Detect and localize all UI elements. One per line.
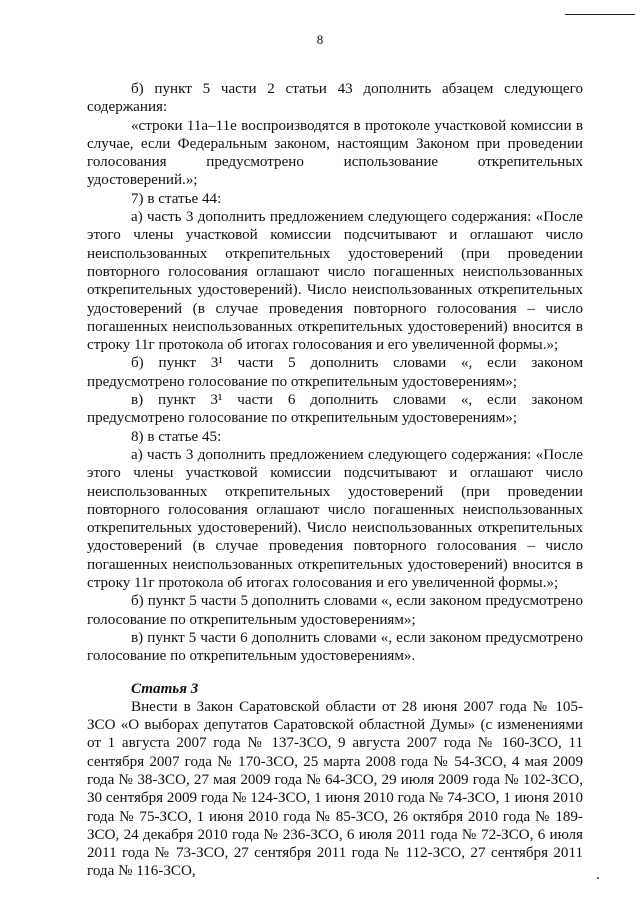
top-edge-rule [565,14,635,15]
article-3-heading: Статья 3 [131,680,199,697]
paragraph-b-article45-part5: б) пункт 5 части 5 дополнить словами «, если законом предусмотрено голосование по открепительным удостоверениям»; [87,593,583,628]
paragraph-a-article45-part3: а) часть 3 дополнить предложением следующего содержания: «После этого члены участковой комиссии подсчитывают и оглашают число неиспользованных открепительных удостоверений (при проведении повторного голосования оглашают число погашенных неиспользованных открепительных удостоверений). Число неиспользованных открепительных удостоверений (в случае проведения повторного голосования – число погашенных неиспользованных открепительных удостоверений) вносится в строку 11г протокола об итогах голосования и его увеличенной формы.»; [87,446,583,592]
paragraph-b-article44-part5: б) пункт 3¹ части 5 дополнить словами «, если законом предусмотрено голосование по открепительным удостоверениям»; [87,355,583,390]
paragraph-v-article45-part6: в) пункт 5 части 6 дополнить словами «, если законом предусмотрено голосование по открепительным удостоверениям». [87,629,583,665]
page-number: 8 [316,32,324,47]
paragraph-article3-body: Внести в Закон Саратовской области от 28 июня 2007 года № 105-ЗСО «О выборах депутатов Саратовской областной Думы» (с изменениями от 1 августа 2007 года № 137-ЗСО, 9 августа 2007 года № 160-ЗСО, 11 сентября 2007 года № 170-ЗСО, 25 марта 2008 года № 54-ЗСО, 4 мая 2009 года № 38-ЗСО, 27 мая 2009 года № 64-ЗСО, 29 июля 2009 года № 102-ЗСО, 30 сентября 2009 года № 124-ЗСО, 1 июня 2010 года № 74-ЗСО, 1 июня 2010 года № 75-ЗСО, 1 июня 2010 года № 85-ЗСО, 26 октября 2010 года № 189-ЗСО, 24 декабря 2010 года № 236-ЗСО, 6 июля 2011 года № 72-ЗСО, 6 июля 2011 года № 73-ЗСО, 27 сентября 2011 года № 112-ЗСО, 27 сентября 2011 года № 116-ЗСО, [87,698,583,880]
paragraph-v-article44-part6: в) пункт 3¹ части 6 дополнить словами «, если законом предусмотрено голосование по открепительным удостоверениям»; [87,392,583,427]
paragraph-item-8-article45: 8) в статье 45: [131,428,222,445]
paragraph-a-article44-part3: а) часть 3 дополнить предложением следующего содержания: «После этого члены участковой комиссии подсчитывают и оглашают число неиспользованных открепительных удостоверений (при проведении повторного голосования оглашают число погашенных неиспользованных открепительных удостоверений). Число неиспользованных открепительных удостоверений (в случае проведения повторного голосования – число погашенных неиспользованных открепительных удостоверений) вносится в строку 11г протокола об итогах голосования и его увеличенной формы.»; [87,209,583,354]
paragraph-b-article43: б) пункт 5 части 2 статьи 43 дополнить абзацем следующего содержания: [87,81,583,116]
document-body [87,80,583,881]
scan-speck [597,877,599,879]
paragraph-item-7-article44: 7) в статье 44: [131,190,222,207]
paragraph-quote-lines-11a-11e: «строки 11а–11е воспроизводятся в протоколе участковой комиссии в случае, если Федеральным законом, настоящим Законом при проведении голосования предусмотрено использование открепительных удостоверений.»; [87,117,583,189]
